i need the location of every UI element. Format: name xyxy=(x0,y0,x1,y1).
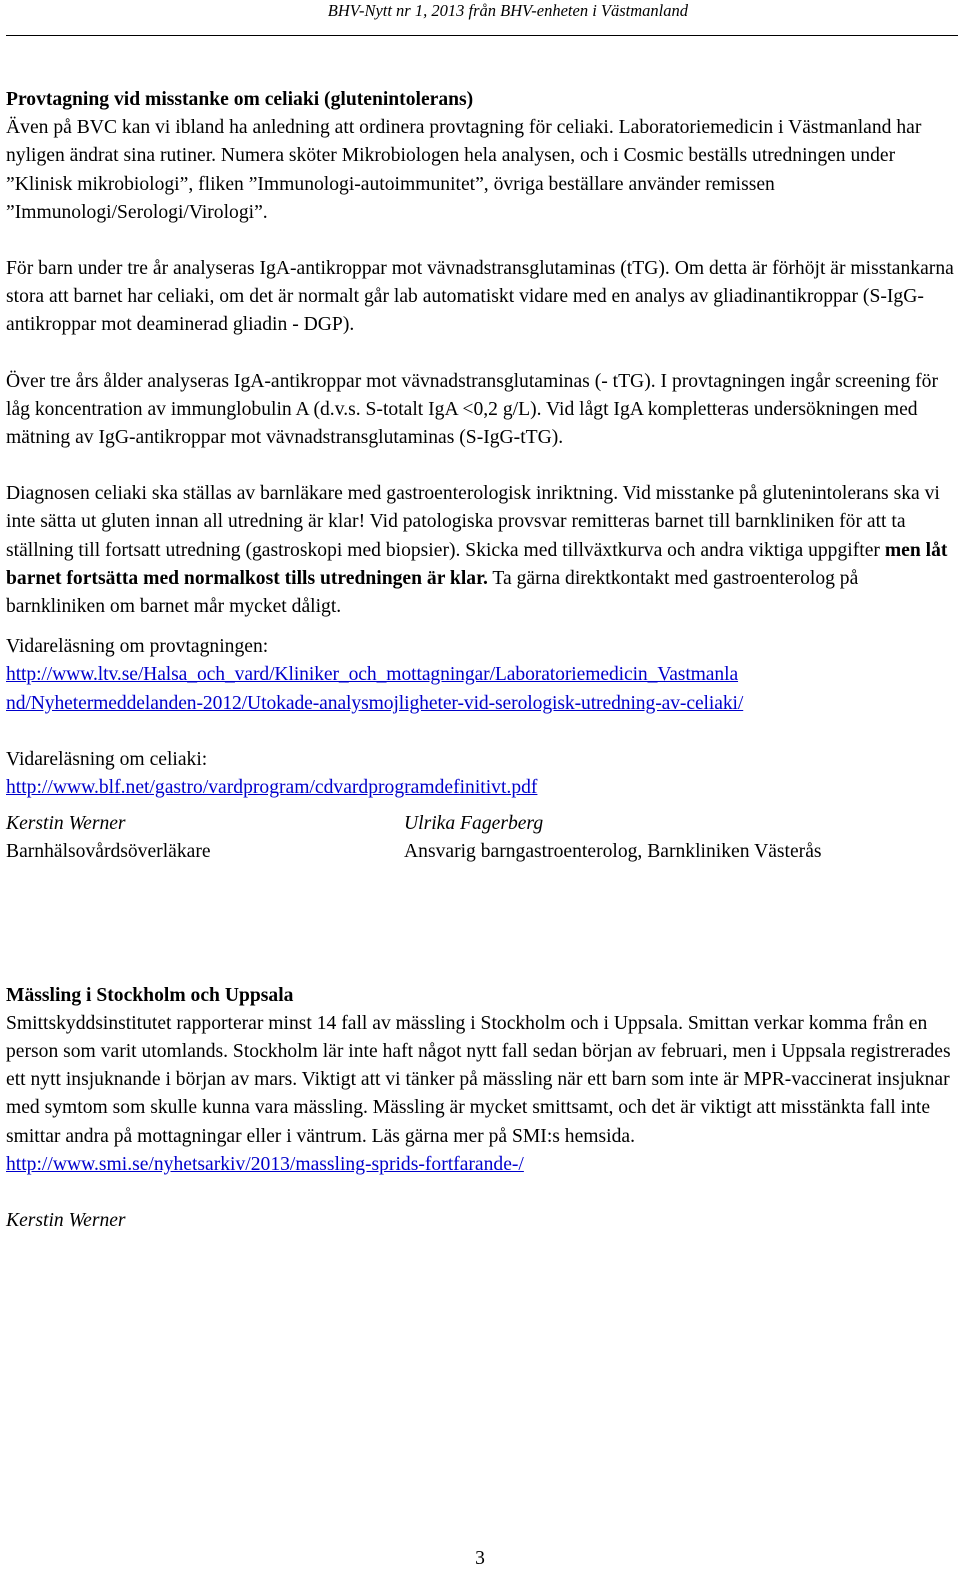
page-content xyxy=(6,86,956,1235)
provtagning-link-part-2[interactable]: nd/Nyhetermeddelanden-2012/Utokade-analysmojligheter-vid-serologisk-utredning-av-celiaki/ xyxy=(6,692,744,714)
further-reading-provtagning-link-line-2[interactable] xyxy=(6,690,956,718)
further-reading-celiaki-label: Vidareläsning om celiaki: xyxy=(6,748,208,770)
signature-1-title: Barnhälsovårdsöverläkare xyxy=(6,841,211,863)
signature-1-name: Kerstin Werner xyxy=(6,813,126,835)
signature-2 xyxy=(404,810,822,866)
celiaki-paragraph-2: För barn under tre år analyseras IgA-antikroppar mot vävnadstransglutaminas (tTG). Om detta är förhöjt är misstankarna stora att barnet har celiaki, om det är normalt går lab automatiskt vidare med en analys av gliadinantikroppar (S-IgG-antikroppar mot deaminerad gliadin - DGP). xyxy=(6,258,954,336)
further-reading-provtagning-link-line-1[interactable] xyxy=(6,661,956,689)
header-text: BHV-Nytt nr 1, 2013 från BHV-enheten i Västmanland xyxy=(327,1,688,20)
celiaki-paragraph-3: Över tre års ålder analyseras IgA-antikroppar mot vävnadstransglutaminas (- tTG). I provtagningen ingår screening för låg koncentration av immunglobulin A (d.v.s. S-totalt IgA <0,2 g/L). Vid lågt IgA kompletteras undersökningen med mätning av IgG-antikroppar mot vävnadstransglutaminas (S-IgG-tTG). xyxy=(6,370,939,449)
page-header xyxy=(0,0,960,40)
massling-body xyxy=(6,1010,956,1179)
signature-2-title: Ansvarig barngastroenterolog, Barnkliniken Västerås xyxy=(404,841,822,863)
signature-1 xyxy=(6,810,404,866)
celiaki-p4-bold: men låt barnet fortsätta med normalkost tills utredningen är klar. xyxy=(6,539,948,589)
smi-link[interactable]: http://www.smi.se/nyhetsarkiv/2013/massling-sprids-fortfarande-/ xyxy=(6,1153,524,1175)
header-rule xyxy=(6,35,958,36)
celiaki-p4-text-end: Ta gärna direktkontakt med gastroenterolog på barnkliniken om barnet mår mycket dåligt. xyxy=(6,567,859,618)
further-reading-celiaki-link-line[interactable] xyxy=(6,774,956,802)
celiaki-paragraph-4 xyxy=(6,480,956,621)
massling-signature: Kerstin Werner xyxy=(6,1210,126,1232)
signature-row xyxy=(6,810,956,866)
provtagning-link-part-1[interactable]: http://www.ltv.se/Halsa_och_vard/Kliniker_och_mottagningar/Laboratoriemedicin_Vastmanla xyxy=(6,664,739,686)
celiaki-paragraph-1: Även på BVC kan vi ibland ha anledning att ordinera provtagning för celiaki. Laboratoriemedicin i Västmanland har nyligen ändrat sina rutiner. Numera sköter Mikrobiologen hela analysen, och i Cosmic beställs utredningen under ”Klinisk mikrobiologi”, fliken ”Immunologi-autoimmunitet”, övriga beställare använder remissen ”Immunologi/Serologi/Virologi”. xyxy=(6,117,922,223)
page-number: 3 xyxy=(475,1548,485,1569)
signature-2-name: Ulrika Fagerberg xyxy=(404,813,544,835)
further-reading-provtagning-label: Vidareläsning om provtagningen: xyxy=(6,636,269,658)
celiaki-p4-text: Diagnosen celiaki ska ställas av barnläkare med gastroenterologisk inriktning. Vid misstanke på glutenintolerans ska vi inte sätta ut gluten innan all utredning är klar! Vid patologiska provsvar remitteras barnet till barnkliniken för att ta ställning till fortsatt utredning (gastroskopi med biopsier). Skicka med tillväxtkurva och andra viktiga uppgifter xyxy=(6,483,940,561)
celiaki-section xyxy=(6,86,956,867)
celiaki-link[interactable]: http://www.blf.net/gastro/vardprogram/cdvardprogramdefinitivt.pdf xyxy=(6,777,538,799)
celiaki-title: Provtagning vid misstanke om celiaki (glutenintolerans) xyxy=(6,89,474,110)
massling-body-text: Smittskyddsinstitutet rapporterar minst 14 fall av mässling i Stockholm och i Uppsala. Smittan verkar komma från en person som varit utomlands. Stockholm lär inte haft något nytt fall sedan början av februari, men i Uppsala registrerades ett nytt insjuknande i början av mars. Viktigt att vi tänker på mässling när ett barn som inte är MPR-vaccinerat insjuknar med symtom som skulle kunna vara mässling. Mässling är mycket smittsamt, och det är viktigt att misstänkta fall inte smittar andra på mottagningar eller i väntrum. Läs gärna mer på SMI:s hemsida. xyxy=(6,1012,951,1147)
massling-title: Mässling i Stockholm och Uppsala xyxy=(6,984,294,1006)
massling-section xyxy=(6,982,956,1236)
